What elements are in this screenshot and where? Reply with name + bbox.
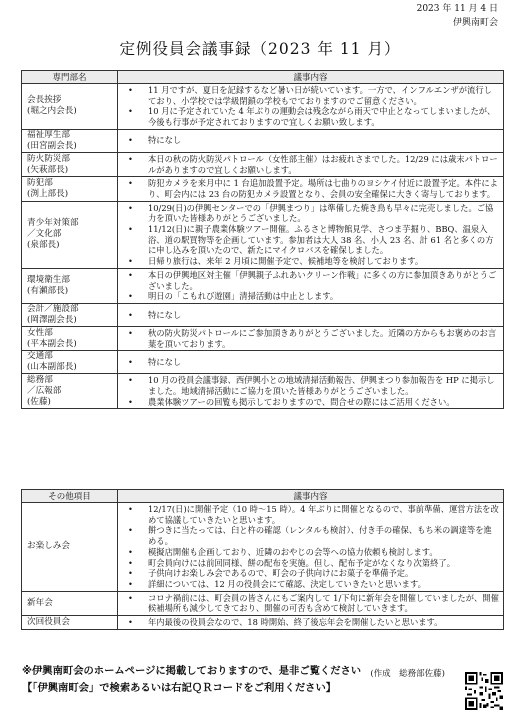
content-cell [118,616,504,630]
department-name-line: 新年会 [27,597,53,608]
department-name-line: お楽しみ会 [27,541,70,552]
list-item: • 子供向けお楽しみ会であるので、町会の子供向けにお菓子を準備予定。 [122,568,499,579]
list-item: • 10 月の役員会議事録、西伊興小との地域清掃活動報告、伊興まつり参加報告を HP に掲示しました。地域清掃活動にご協力を頂いた皆様ありがとうございました。 [122,375,499,396]
bullet-list [122,135,499,146]
table-row [22,84,504,130]
content-cell [118,374,504,409]
department-name-line: ／広報部 [27,385,62,396]
department-name-line: 防犯部 [27,177,53,188]
department-name-line: (矢萩部長) [27,164,69,175]
header-department: 専門部名 [22,71,118,84]
department-name-line: (平本副会長) [27,338,77,349]
page-title: 定例役員会議事録（2023 年 11 月） [119,40,401,58]
list-item: • 特になし [122,310,499,321]
department-name-line: 環境衛生部 [27,274,70,285]
list-item: • 秋の防火防災パトロールにご参加頂きありがとうございました。近隣の方からもお褒めのお言葉を頂いております。 [122,328,499,349]
minutes-table-other [21,489,504,630]
department-name-line: (堀之内会長) [27,106,77,117]
bullet-list [122,154,499,175]
content-cell [118,268,504,303]
list-item: • 特になし [122,135,499,146]
minutes-table-departments [21,70,504,409]
date: 2023 年 11 月 4 日 [416,4,498,14]
department-name-line: 会長挨拶 [27,95,62,106]
department-name-line: (有瀬部長) [27,285,69,296]
department-name-line: (渕上部長) [27,188,69,199]
department-cell [22,326,118,350]
department-cell [22,503,118,592]
department-cell [22,616,118,630]
list-item: • 農業体験ツアーの回覧も掲示しておりますので、問合せの際にはご活用ください。 [122,397,499,408]
list-item: • 特になし [122,357,499,368]
list-item: • 詳細については、12 月の役員会にて確認、決定していきたいと思います。 [122,579,499,590]
content-cell [118,326,504,350]
table-row [22,374,504,409]
department-cell [22,374,118,409]
list-item: • 餅つきに当たっては、臼と杵の確認（レンタルも検討）、付き手の確保、もち米の調達等を進める。 [122,525,499,546]
department-name-line: 女性部 [27,327,53,338]
table-row [22,201,504,268]
bullet-list [122,310,499,321]
department-cell [22,129,118,152]
table-row [22,326,504,350]
bullet-list [122,617,499,628]
department-cell [22,268,118,303]
department-name-line: 次回役員会 [27,616,70,627]
list-item: • 模擬店開催も企画しており、近隣のおやじの会等への協力依頼も検討します。 [122,547,499,558]
bullet-list [122,375,499,407]
table-row [22,177,504,201]
list-item: • 12/17(日)に開催予定（10 時～15 時）。4 年ぶりに開催となるので、事前準備、運営方法を改めて協議していきたいと思います。 [122,504,499,525]
website-notice: ※伊興南町会のホームページに掲載しておりますので、是非ご覧ください [22,665,362,677]
department-name-line: 福祉厚生部 [27,129,70,140]
department-cell [22,351,118,374]
table-row [22,129,504,152]
department-name-line: 交通部 [27,351,53,362]
table-row [22,152,504,176]
list-item: • コロナ禍前には、町会員の皆さんにもご案内して 1/下旬に新年会を開催していましたが、開催候補場所も減少してきており、開催の可否も含めて検討していきます。 [122,593,499,614]
bullet-list [122,593,499,614]
qr-search-notice: 【「伊興南町会」で検索あるいは右記ＱＲコードをご利用ください】 [22,682,337,694]
list-item: • 本日の秋の防火防災パトロール（女性部主催）はお疲れさまでした。12/29 には歳末パトロールがありますので宜しくお願いします。 [122,154,499,175]
content-cell [118,591,504,615]
table-row [22,591,504,615]
organization-name: 伊興南町会 [452,18,498,28]
list-item: • 町会員向けには前回同様、餅の配布を実施。但し、配布予定がなくなり次第終了。 [122,558,499,569]
content-cell [118,351,504,374]
department-cell [22,177,118,201]
department-name-line: 総務部 [27,374,53,385]
header-content: 議事内容 [118,490,504,503]
department-name-line: 会計／施設部 [27,303,79,314]
content-cell [118,84,504,130]
department-cell [22,84,118,130]
list-item: • 年内最後の役員会なので、18 時開始、終了後忘年会を開催したいと思います。 [122,617,499,628]
list-item: • 10 月に予定されていた 4 年ぶりの運動会は残念ながら雨天で中止となってしまいましたが、今後も行事が予定されておりますので宜しくお願い致します。 [122,106,499,127]
department-name-line: 青少年対策部 [27,218,79,229]
department-name-line: ／文化部 [27,229,62,240]
bullet-list [122,357,499,368]
department-name-line: 防火防災部 [27,153,70,164]
department-name-line: (岡澤副会長) [27,314,77,325]
list-item: • 11 月ですが、夏日を記録するなど暑い日が続いています。一方で、インフルエンザが流行しており、小学校では学級閉鎖の学校もでておりますのでご留意ください。 [122,85,499,106]
table-row [22,503,504,592]
list-item: • 11/12(日)に親子農業体験ツアー開催。ふるさと博物館見学、さつま芋掘り、BBQ、温泉入浴、道の駅買物等を企画しています。参加者は大人 38 名、小人 23 名、計 61 名と多くの方に申し込みを頂いたので、新たにマイクロバスを確保しました。 [122,224,499,256]
table-row [22,351,504,374]
department-cell [22,152,118,176]
list-item: • 本日の伊興地区対主催「伊興親子ふれあいクリーン作戦」に多くの方に参加頂きありがとうございました。 [122,270,499,291]
bullet-list [122,504,499,590]
table-row [22,268,504,303]
header-content: 議事内容 [118,71,504,84]
bullet-list [122,203,499,267]
list-item: • 防犯カメラを来月中に 1 台追加設置予定。場所は七曲りのヨシケイ付近に設置予定。本件により、町会内には 23 台の防犯カメラ設置となり、会員の安全確保に大きく寄与しております。 [122,178,499,199]
content-cell [118,152,504,176]
department-cell [22,591,118,615]
content-cell [118,303,504,326]
table-row [22,616,504,630]
list-item: • 明日の「こもれび遊園」清掃活動は中止とします。 [122,291,499,302]
bullet-list [122,270,499,302]
qr-code[interactable] [465,672,503,710]
bullet-list [122,178,499,199]
content-cell [118,503,504,592]
department-name-line: (山本副部長) [27,362,77,373]
content-cell [118,129,504,152]
content-cell [118,177,504,201]
department-cell [22,201,118,268]
department-cell [22,303,118,326]
header-other-item: その他項目 [22,490,118,503]
content-cell [118,201,504,268]
department-name-line: (田宮副会長) [27,140,77,151]
list-item: • 10/29(日)の伊興センターでの「伊興まつり」は準備した焼き鳥も早々に完売しました。ご協力を頂いた皆様ありがとうございました。 [122,203,499,224]
bullet-list [122,85,499,128]
department-name-line: (佐藤) [27,396,51,407]
table-row [22,303,504,326]
list-item: • 日帰り旅行は、来年 2 月頃に開催予定で、候補地等を検討しております。 [122,256,499,267]
department-name-line: (泉部長) [27,240,60,251]
author-note: (作成 総務部佐藤) [370,669,445,679]
bullet-list [122,328,499,349]
